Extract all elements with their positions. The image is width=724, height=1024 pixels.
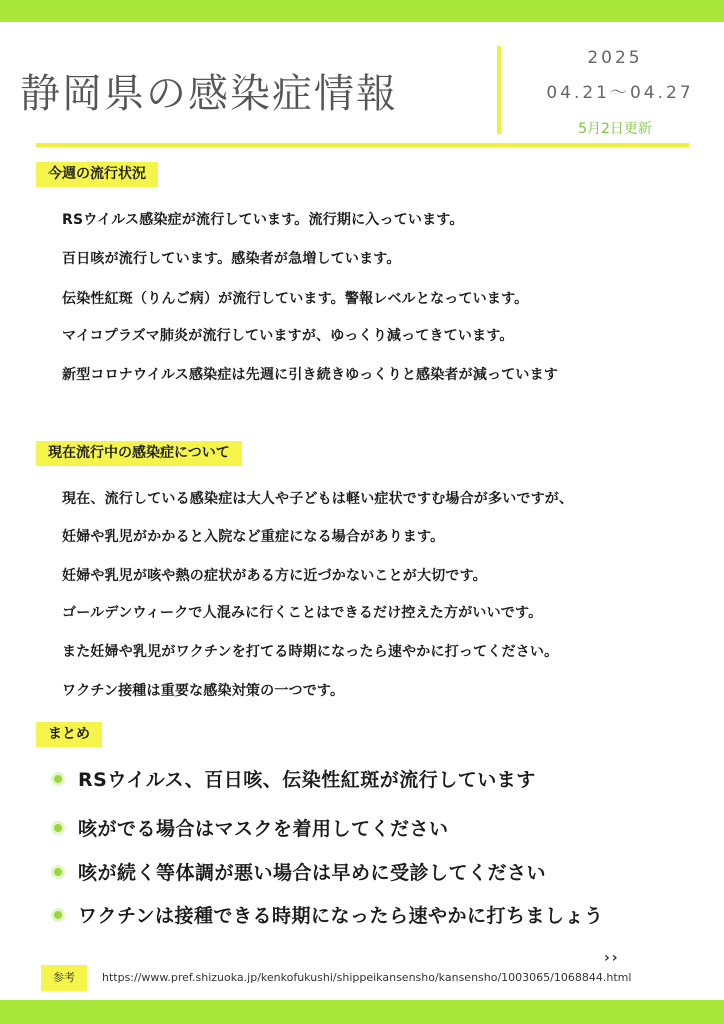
bottom-accent-bar — [0, 1000, 724, 1024]
updated-date: 5月2日更新 — [578, 121, 652, 137]
header-divider — [497, 46, 501, 134]
summary-item: RSウイルス、百日咳、伝染性紅斑が流行しています — [54, 765, 536, 792]
weekly-line: RSウイルス感染症が流行しています。流行期に入っています。 — [62, 212, 464, 228]
weekly-line: 新型コロナウイルス感染症は先週に引き続きゆっくりと感染者が減っています — [62, 367, 559, 383]
summary-item: 咳がでる場合はマスクを着用してください — [54, 814, 449, 841]
bullet-dot-icon — [54, 868, 62, 876]
weekly-line: 伝染性紅斑（りんご病）が流行しています。警報レベルとなっています。 — [62, 291, 529, 307]
current-line: また妊婦や乳児がワクチンを打てる時期になったら速やかに打ってください。 — [62, 644, 559, 660]
current-line: 現在、流行している感染症は大人や子どもは軽い症状ですむ場合が多いですが、 — [62, 491, 574, 507]
current-line: ワクチン接種は重要な感染対策の一つです。 — [62, 683, 345, 699]
summary-item: 咳が続く等体調が悪い場合は早めに受診してください — [54, 858, 546, 885]
current-line: ゴールデンウィークで人混みに行くことはできるだけ控えた方がいいです。 — [62, 605, 543, 621]
page-title: 静岡県の感染症情報 — [20, 71, 398, 117]
reference-label: 参考 — [41, 965, 87, 991]
weekly-line: 百日咳が流行しています。感染者が急増しています。 — [62, 251, 401, 267]
summary-item: ワクチンは接種できる時期になったら速やかに打ちましょう — [54, 901, 604, 928]
report-year: 2025 — [587, 48, 643, 68]
next-arrow-icon[interactable]: ›› — [604, 950, 620, 966]
reference-link[interactable]: https://www.pref.shizuoka.jp/kenkofukushi/shippeikansensho/kansensho/1003065/1068844.html — [102, 971, 632, 984]
section-label-summary: まとめ — [36, 722, 102, 747]
header-underline — [36, 143, 689, 147]
bullet-dot-icon — [54, 775, 62, 783]
section-label-weekly: 今週の流行状況 — [36, 162, 158, 187]
section-label-current: 現在流行中の感染症について — [36, 441, 242, 466]
weekly-line: マイコプラズマ肺炎が流行していますが、ゆっくり減ってきています。 — [62, 328, 514, 344]
bullet-dot-icon — [54, 824, 62, 832]
report-date-range: 04.21〜04.27 — [546, 83, 694, 103]
current-line: 妊婦や乳児がかかると入院など重症になる場合があります。 — [62, 529, 445, 545]
bullet-dot-icon — [54, 911, 62, 919]
current-line: 妊婦や乳児が咳や熱の症状がある方に近づかないことが大切です。 — [62, 568, 487, 584]
top-accent-bar — [0, 0, 724, 22]
